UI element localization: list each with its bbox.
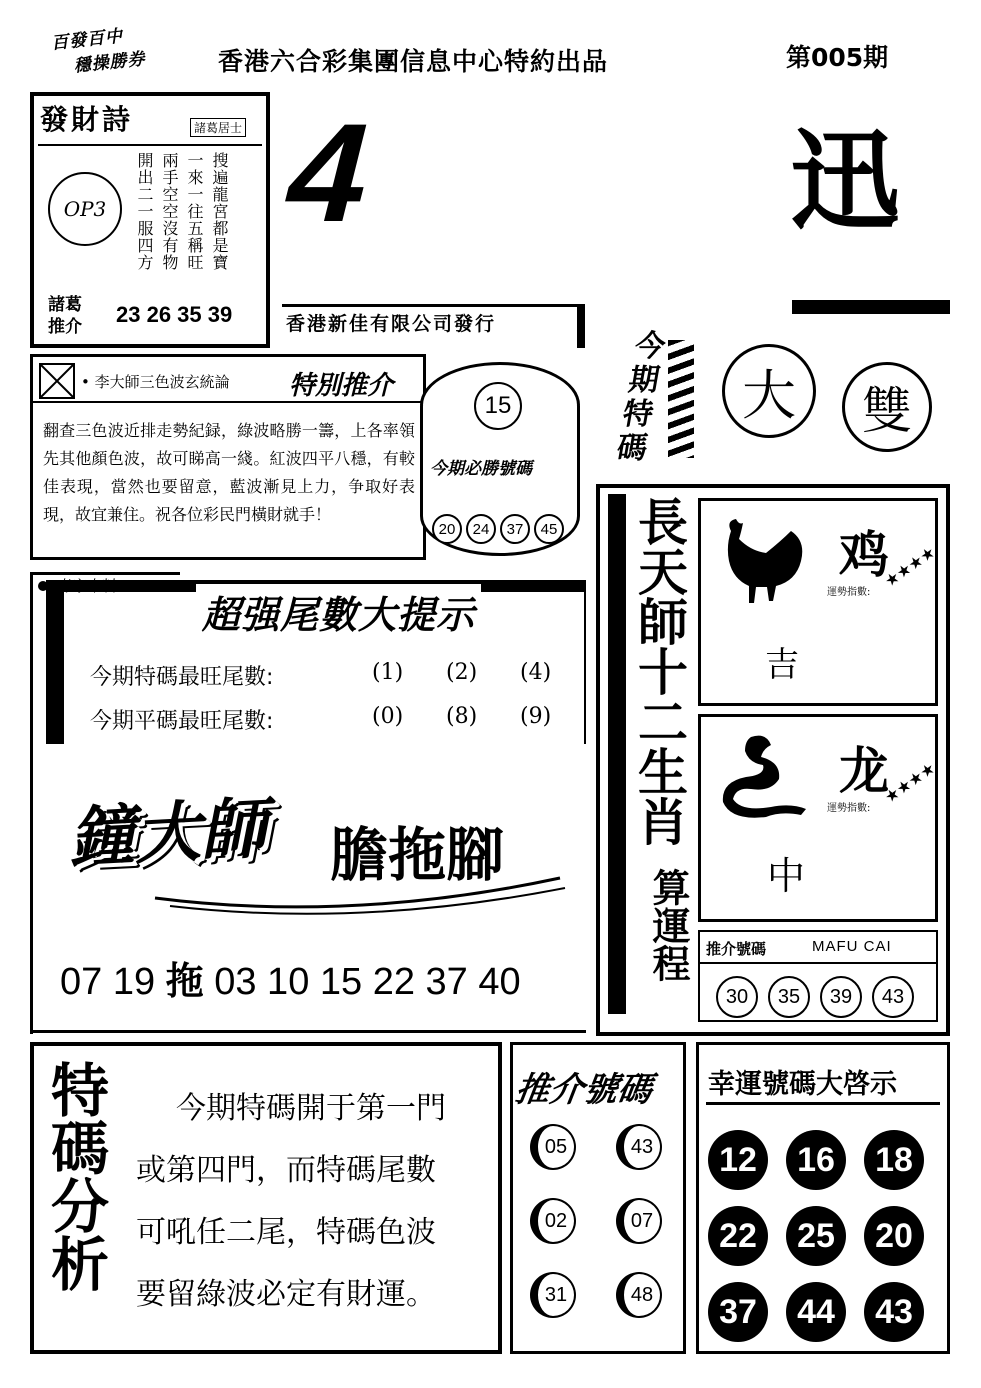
lucky-ball: 20 bbox=[432, 514, 462, 544]
swoosh-decor bbox=[150, 868, 570, 918]
analysis-title: 特碼分析 bbox=[41, 1060, 109, 1292]
zhong-master-title-1: 鐘大師 bbox=[66, 789, 269, 878]
zodiac-card-rooster bbox=[698, 498, 938, 706]
lucky-grid bbox=[708, 1130, 924, 1342]
recommend-ball: 02 bbox=[530, 1198, 576, 1244]
poem-box bbox=[30, 92, 270, 348]
zodiac-fortune: 吉 bbox=[765, 645, 799, 685]
li-master-heading: 特別推介 bbox=[289, 371, 394, 401]
special-answer-1: 大 bbox=[722, 344, 816, 438]
analysis-line: 今期特碼開于第一門 bbox=[176, 1091, 446, 1126]
company-banner bbox=[282, 304, 585, 348]
company-name: 香港新佳有限公司發行 bbox=[286, 313, 497, 335]
lucky-ball: 44 bbox=[786, 1282, 846, 1342]
recommend-ball: 31 bbox=[530, 1272, 576, 1318]
poem-column-4: 搜遍龍宮都是寶 bbox=[210, 152, 229, 271]
poem-columns bbox=[134, 152, 229, 271]
lucky-ball: 22 bbox=[708, 1206, 768, 1266]
lucky-ball: 37 bbox=[500, 514, 530, 544]
rec-ball: 39 bbox=[820, 976, 862, 1018]
poem-author: 諸葛居士 bbox=[190, 118, 246, 137]
lucky-ball: 45 bbox=[534, 514, 564, 544]
poem-column-1: 開出二一服四方 bbox=[135, 152, 154, 271]
lucky-ball: 25 bbox=[786, 1206, 846, 1266]
zodiac-side-bar bbox=[608, 494, 626, 1014]
dragon-icon bbox=[711, 727, 815, 827]
lucky-ball: 37 bbox=[708, 1282, 768, 1342]
tail-tips-bottom-rule bbox=[30, 1030, 586, 1033]
cross-box-icon bbox=[39, 363, 75, 399]
rec-ball: 43 bbox=[872, 976, 914, 1018]
tail-row-2: 今期平碼最旺尾數: (0) (8) (9) bbox=[90, 704, 552, 734]
recommend-grid bbox=[530, 1124, 666, 1318]
zodiac-card-dragon bbox=[698, 714, 938, 922]
zodiac-rec-label: 推介號碼 bbox=[706, 940, 767, 958]
analysis-line: 可吼任二尾，特碼色波 bbox=[136, 1215, 436, 1250]
rec-ball: 30 bbox=[716, 976, 758, 1018]
zodiac-rating-label: 運勢指數: bbox=[827, 587, 871, 598]
zodiac-side-title: 長天師十二生肖 bbox=[630, 496, 688, 846]
li-master-box bbox=[30, 354, 426, 560]
masthead-right-char: 迅 bbox=[790, 118, 900, 246]
zhong-master-numbers: 07 19 拖 03 10 15 22 37 40 bbox=[60, 958, 521, 1003]
poem-rec-numbers: 23 26 35 39 bbox=[116, 302, 233, 327]
zodiac-name: 龙 bbox=[839, 742, 889, 800]
recommend-title: 推介號碼 bbox=[512, 1070, 655, 1110]
special-code-label: 今期特碼 bbox=[614, 329, 669, 466]
recommend-ball: 05 bbox=[530, 1124, 576, 1170]
zodiac-fortune: 中 bbox=[767, 854, 806, 898]
poem-column-2: 兩手空空沒有物 bbox=[160, 152, 179, 271]
zodiac-name: 鸡 bbox=[839, 526, 889, 584]
lucky-ball: 16 bbox=[786, 1130, 846, 1190]
tail-row-1: 今期特碼最旺尾數: (1) (2) (4) bbox=[90, 660, 552, 690]
lucky-ball: 43 bbox=[864, 1282, 924, 1342]
zhong-master-title-2: 膽拖腳 bbox=[330, 821, 505, 889]
zodiac-rec-numbers bbox=[716, 976, 914, 1018]
li-master-title: • 李大師三色波玄統論 bbox=[81, 373, 230, 391]
masthead-rule bbox=[792, 300, 950, 314]
analysis-line: 要留綠波必定有財運。 bbox=[136, 1277, 436, 1312]
publisher: 香港六合彩集團信息中心特約出品 bbox=[218, 47, 609, 76]
lucky-number-ball: 15 bbox=[474, 382, 522, 430]
poem-rec-label: 諸葛 推介 bbox=[48, 295, 82, 337]
lucky-ball: 24 bbox=[466, 514, 496, 544]
lucky-numbers bbox=[432, 514, 564, 544]
slogan-logo bbox=[50, 15, 185, 78]
lucky-ball: 20 bbox=[864, 1206, 924, 1266]
lucky-drum bbox=[420, 362, 580, 562]
lucky-title: 幸運號碼大啓示 bbox=[708, 1069, 897, 1100]
star-rating-icon: ★★★★ bbox=[880, 542, 939, 591]
lucky-ball: 18 bbox=[864, 1130, 924, 1190]
rec-ball: 35 bbox=[768, 976, 810, 1018]
zodiac-rating-label: 運勢指數: bbox=[827, 803, 871, 814]
tail-tips-source: 專家來料 bbox=[57, 577, 118, 595]
tail-tips-heading: 超强尾數大提示 bbox=[196, 584, 481, 639]
zodiac-rec-author: MAFU CAI bbox=[812, 938, 892, 955]
recommend-ball: 48 bbox=[616, 1272, 662, 1318]
lucky-ball: 12 bbox=[708, 1130, 768, 1190]
analysis-line: 或第四門，而特碼尾數 bbox=[136, 1153, 436, 1188]
poem-title: 發財詩 bbox=[40, 103, 134, 136]
star-rating-icon: ★★★★ bbox=[880, 758, 939, 807]
recommend-ball: 43 bbox=[616, 1124, 662, 1170]
stripe-deco bbox=[668, 340, 694, 458]
li-master-body: 翻查三色波近排走勢紀録，綠波略勝一籌，上各率領先其他顏色波，故可睇高一綫。紅波四平八穩，有較佳表現，當然也要留意，藍波漸見上力，争取好表現，故宜兼住。祝各位彩民門橫財就手！ bbox=[43, 421, 415, 524]
lucky-label: 今期必勝號碼 bbox=[430, 459, 532, 479]
poem-column-3: 一來一往五稱旺 bbox=[185, 152, 204, 271]
issue-number: 第005期 bbox=[786, 43, 889, 72]
zodiac-side-sub: 算運程 bbox=[646, 868, 690, 982]
masthead-left-char: 4 bbox=[270, 94, 388, 251]
rooster-icon bbox=[711, 511, 811, 611]
poem-badge: OP3 bbox=[48, 172, 122, 246]
zodiac-rec bbox=[698, 930, 938, 1022]
slogan-line2: 穩操勝券 bbox=[72, 49, 147, 77]
slogan-line1: 百發百中 bbox=[50, 26, 124, 54]
special-answer-2: 雙 bbox=[842, 362, 932, 452]
recommend-ball: 07 bbox=[616, 1198, 662, 1244]
analysis-lines bbox=[136, 1078, 446, 1326]
